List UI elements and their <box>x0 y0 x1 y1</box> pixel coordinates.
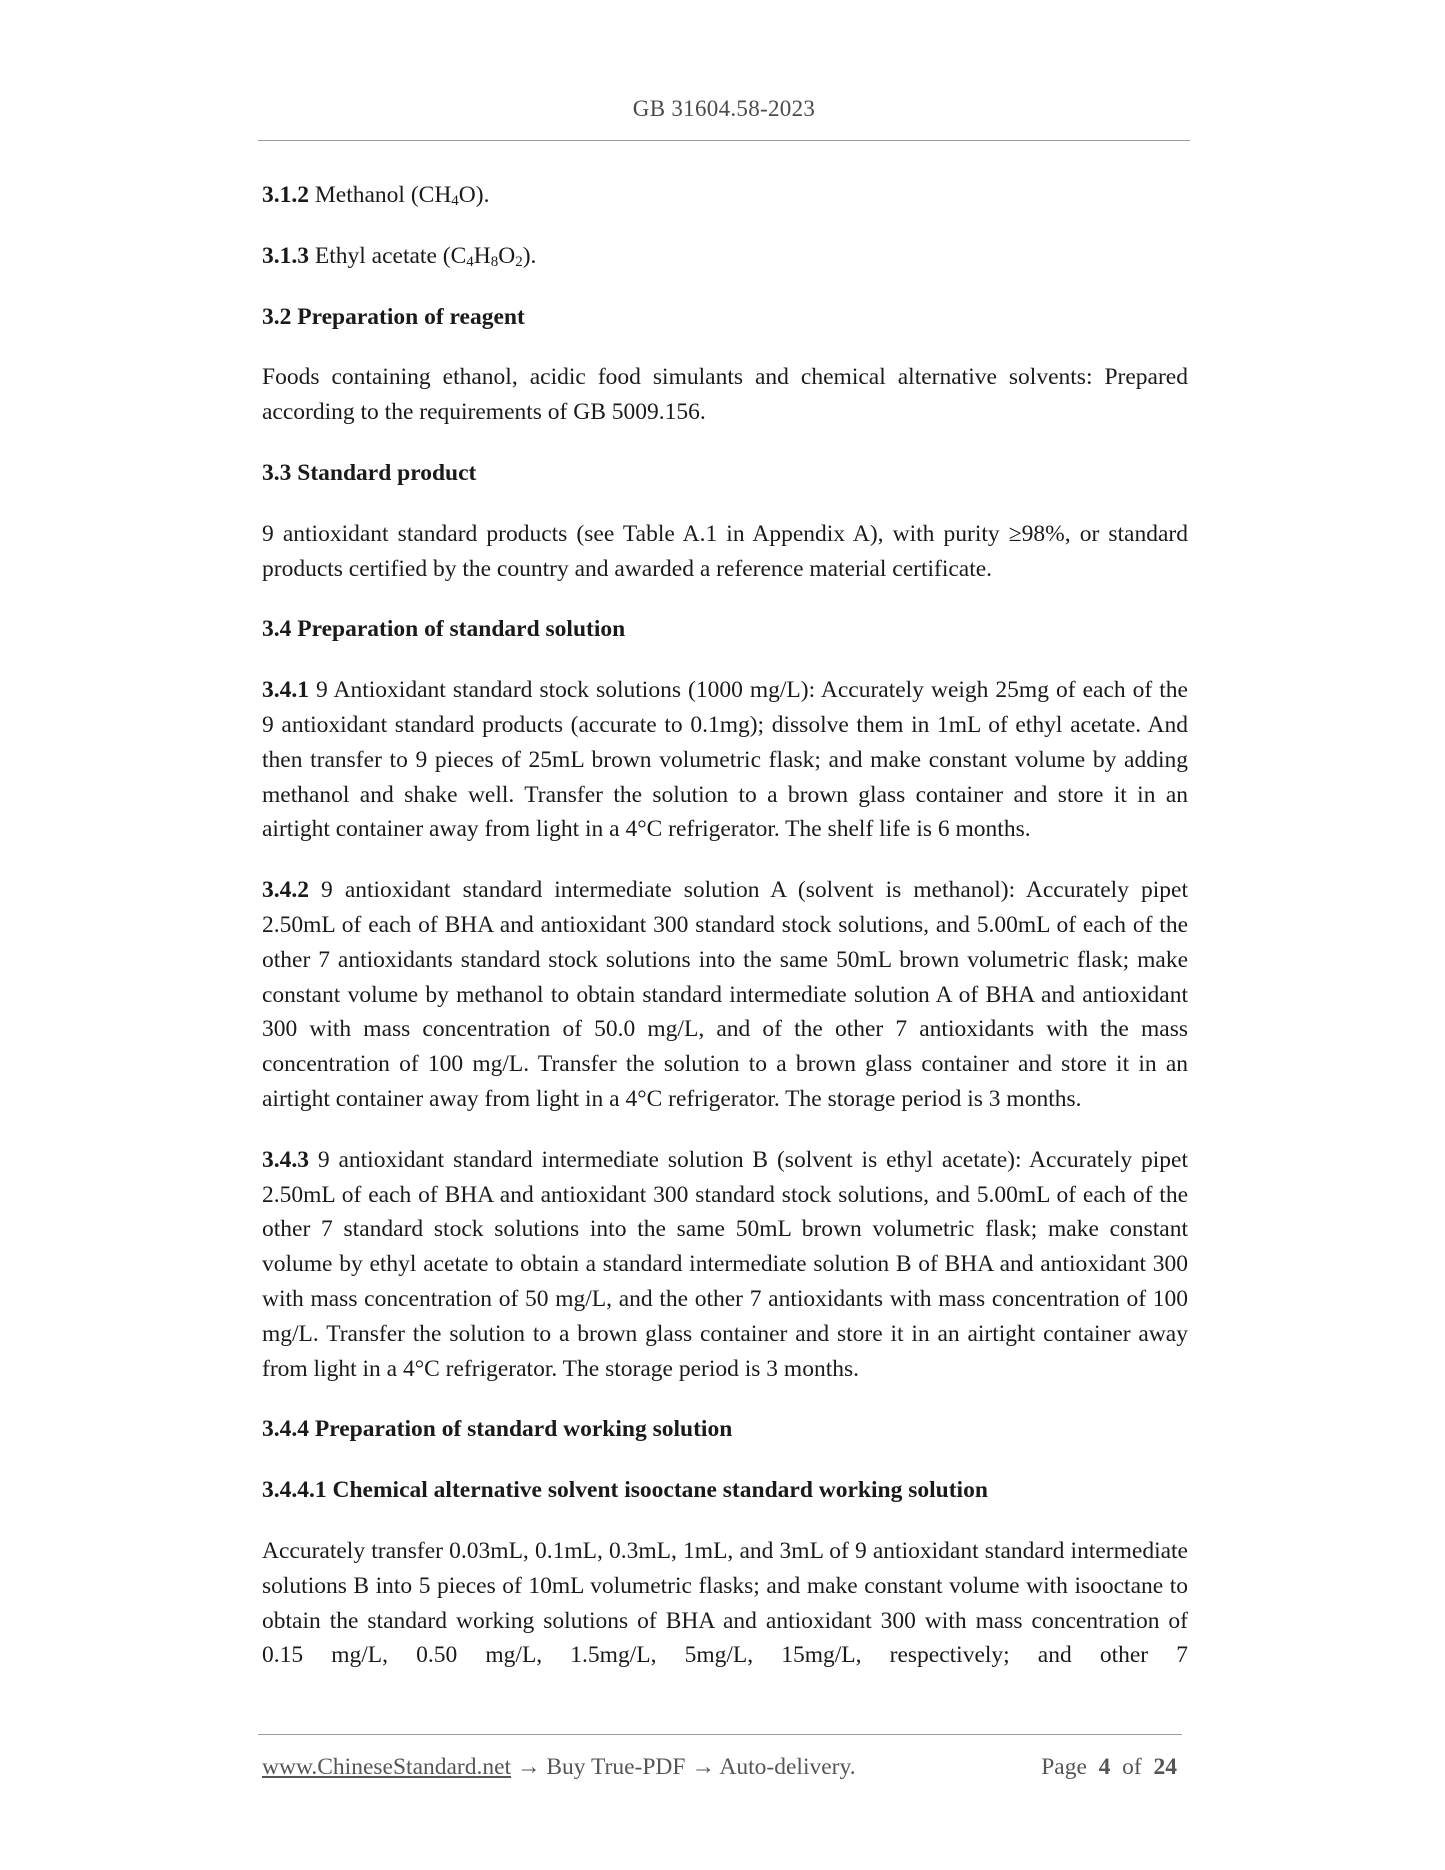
subscript: 8 <box>490 253 499 270</box>
footer-promo <box>262 1754 856 1781</box>
paragraph-3-4-4-1: Accurately transfer 0.03mL, 0.1mL, 0.3mL, 1mL, and 3mL of 9 antioxidant standard intermediate solutions B into 5 pieces of 10mL volumetric flasks; and make constant volume with isooctane to obtain the standard working solutions of BHA and antioxidant 300 with mass concentration of 0.15 mg/L, 0.50 mg/L, 1.5mg/L, 5mg/L, 15mg/L, respectively; and other 7 <box>262 1537 1188 1669</box>
section-text: Methanol (CH <box>309 182 452 208</box>
section-number: 3.1.3 <box>262 242 309 269</box>
footer-divider <box>258 1734 1182 1735</box>
subscript: 2 <box>515 253 523 270</box>
heading-3-2: 3.2 Preparation of reagent <box>262 303 525 330</box>
section-3-1-3 <box>262 239 1188 274</box>
arrow-right-icon: → <box>511 1754 547 1780</box>
paragraph-3-2: Foods containing ethanol, acidic food simulants and chemical alternative solvents: Prepared according to the requirements of GB 5009.156. <box>262 364 1188 426</box>
heading-3-3: 3.3 Standard product <box>262 459 477 486</box>
chinesestandard-link[interactable]: www.ChineseStandard.net <box>262 1754 512 1780</box>
subscript: 4 <box>466 253 474 270</box>
page-indicator <box>1041 1754 1177 1781</box>
page-total: 24 <box>1153 1754 1177 1780</box>
heading-3-4: 3.4 Preparation of standard solution <box>262 616 626 643</box>
section-text: Ethyl acetate (C <box>309 242 467 269</box>
section-number: 3.4.1 <box>262 677 309 704</box>
page-label: Page <box>1041 1754 1087 1780</box>
section-3-4-1 <box>262 673 1188 847</box>
section-text: ). <box>522 242 537 269</box>
section-text: O). <box>458 182 490 208</box>
arrow-right-icon: → <box>685 1754 720 1780</box>
section-text: O <box>498 242 516 269</box>
section-number: 3.1.2 <box>262 182 309 208</box>
subscript: 4 <box>451 193 459 209</box>
heading-3-4-4: 3.4.4 Preparation of standard working solution <box>262 1416 733 1443</box>
document-body <box>262 178 1188 1699</box>
page-current: 4 <box>1098 1754 1111 1780</box>
section-text: 9 antioxidant standard intermediate solution B (solvent is ethyl acetate): Accurately pipet 2.50mL of each of BHA and antioxidant 300 standard stock solutions, and 5.00mL of each of the other 7 standard stock solutions into the same 50mL brown volumetric flask; make constant volume by ethyl acetate to obtain a standard intermediate solution B of BHA and antioxidant 300 with mass concentration of 50 mg/L, and the other 7 antioxidants with mass concentration of 100 mg/L. Transfer the solution to a brown glass container and store it in an airtight container away from light in a 4°C refrigerator. The storage period is 3 months. <box>262 1146 1188 1382</box>
section-3-4-3 <box>262 1143 1188 1387</box>
section-number: 3.4.3 <box>262 1146 309 1173</box>
section-3-4-2 <box>262 873 1188 1117</box>
section-number: 3.4.2 <box>262 877 309 904</box>
header-divider <box>258 140 1190 141</box>
section-text: H <box>473 242 491 269</box>
section-3-1-2 <box>262 178 1188 213</box>
buy-true-pdf-text: Buy True-PDF <box>546 1754 686 1780</box>
paragraph-3-3: 9 antioxidant standard products (see Table A.1 in Appendix A), with purity ≥98%, or standard products certified by the country and awarded a reference material certificate. <box>262 520 1188 582</box>
section-text: 9 Antioxidant standard stock solutions (1000 mg/L): Accurately weigh 25mg of each of the 9 antioxidant standard products (accurate to 0.1mg); dissolve them in 1mL of ethyl acetate. And then transfer to 9 pieces of 25mL brown volumetric flask; and make constant volume by adding methanol and shake well. Transfer the solution to a brown glass container and store it in an airtight container away from light in a 4°C refrigerator. The shelf life is 6 months. <box>262 677 1188 843</box>
heading-3-4-4-1: 3.4.4.1 Chemical alternative solvent isooctane standard working solution <box>262 1477 988 1504</box>
auto-delivery-text: Auto-delivery. <box>719 1754 856 1780</box>
of-label: of <box>1122 1754 1142 1780</box>
document-header-title: GB 31604.58-2023 <box>632 96 816 121</box>
section-text: 9 antioxidant standard intermediate solution A (solvent is methanol): Accurately pipet 2.50mL of each of BHA and antioxidant 300 standard stock solutions, and 5.00mL of each of the other 7 antioxidants standard stock solutions into the same 50mL brown volumetric flask; make constant volume by methanol to obtain standard intermediate solution A of BHA and antioxidant 300 with mass concentration of 50.0 mg/L, and of the other 7 antioxidants with the mass concentration of 100 mg/L. Transfer the solution to a brown glass container and store it in an airtight container away from light in a 4°C refrigerator. The storage period is 3 months. <box>262 877 1188 1112</box>
